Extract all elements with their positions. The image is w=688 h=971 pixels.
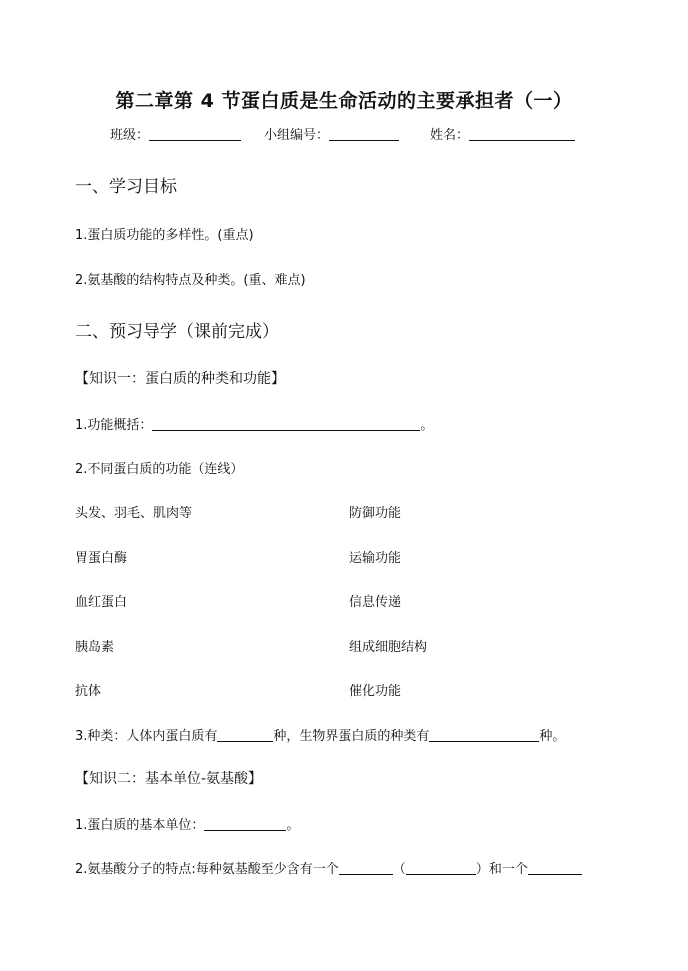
section-preview-heading: 二、预习导学（课前完成） bbox=[75, 322, 279, 342]
knowledge2-q2 bbox=[75, 858, 582, 877]
page-title: 第二章第 4 节蛋白质是生命活动的主要承担者（一） bbox=[115, 90, 573, 112]
q3-prefix: 3.种类：人体内蛋白质有 bbox=[75, 729, 218, 744]
match-left-5[interactable]: 抗体 bbox=[75, 684, 102, 699]
group-formula-blank[interactable] bbox=[406, 860, 476, 875]
k2-q1-prefix: 1.蛋白质的基本单位： bbox=[75, 818, 205, 833]
match-right-5[interactable]: 催化功能 bbox=[349, 684, 402, 699]
k2-q2-open: （ bbox=[392, 862, 406, 877]
q1-prefix: 1.功能概括： bbox=[75, 418, 153, 433]
name-field[interactable] bbox=[430, 124, 575, 143]
match-right-4[interactable]: 组成细胞结构 bbox=[349, 640, 428, 655]
q3-suffix: 种。 bbox=[539, 729, 566, 744]
knowledge1-q1 bbox=[75, 414, 433, 433]
match-right-3[interactable]: 信息传递 bbox=[349, 595, 402, 610]
q1-suffix: 。 bbox=[420, 418, 434, 433]
name-blank[interactable] bbox=[469, 126, 575, 141]
knowledge1-q2: 2.不同蛋白质的功能（连线） bbox=[75, 462, 244, 477]
name-label: 姓名： bbox=[430, 128, 470, 143]
knowledge2-q1 bbox=[75, 814, 299, 833]
k2-q2-prefix: 2.氨基酸分子的特点:每种氨基酸至少含有一个 bbox=[75, 862, 339, 877]
match-left-3[interactable]: 血红蛋白 bbox=[75, 595, 128, 610]
knowledge1-heading: 【知识一：蛋白质的种类和功能】 bbox=[75, 371, 285, 387]
knowledge1-q3 bbox=[75, 725, 565, 744]
k2-q1-suffix: 。 bbox=[286, 818, 300, 833]
basic-unit-blank[interactable] bbox=[204, 816, 286, 831]
q3-mid: 种，生物界蛋白质的种类有 bbox=[273, 729, 430, 744]
match-left-1[interactable]: 头发、羽毛、肌肉等 bbox=[75, 506, 193, 521]
class-label: 班级： bbox=[110, 128, 150, 143]
goal-item-1: 1.蛋白质功能的多样性。(重点) bbox=[75, 228, 254, 243]
section-learning-goals-heading: 一、学习目标 bbox=[75, 177, 177, 197]
group-name-blank[interactable] bbox=[339, 860, 393, 875]
goal-item-2: 2.氨基酸的结构特点及种类。(重、难点) bbox=[75, 273, 306, 288]
group-label: 小组编号： bbox=[264, 128, 330, 143]
group-blank[interactable] bbox=[329, 126, 399, 141]
human-protein-count-blank[interactable] bbox=[217, 727, 273, 742]
bio-protein-count-blank[interactable] bbox=[429, 727, 539, 742]
match-left-2[interactable]: 胃蛋白酶 bbox=[75, 551, 128, 566]
class-field[interactable] bbox=[110, 124, 241, 143]
match-left-4[interactable]: 胰岛素 bbox=[75, 640, 115, 655]
knowledge2-heading: 【知识二：基本单位-氨基酸】 bbox=[75, 771, 263, 787]
k2-q2-close: ）和一个 bbox=[475, 862, 528, 877]
group-field[interactable] bbox=[264, 124, 399, 143]
match-right-2[interactable]: 运输功能 bbox=[349, 551, 402, 566]
match-right-1[interactable]: 防御功能 bbox=[349, 506, 402, 521]
class-blank[interactable] bbox=[149, 126, 241, 141]
function-summary-blank[interactable] bbox=[152, 416, 420, 431]
second-group-blank[interactable] bbox=[528, 860, 582, 875]
